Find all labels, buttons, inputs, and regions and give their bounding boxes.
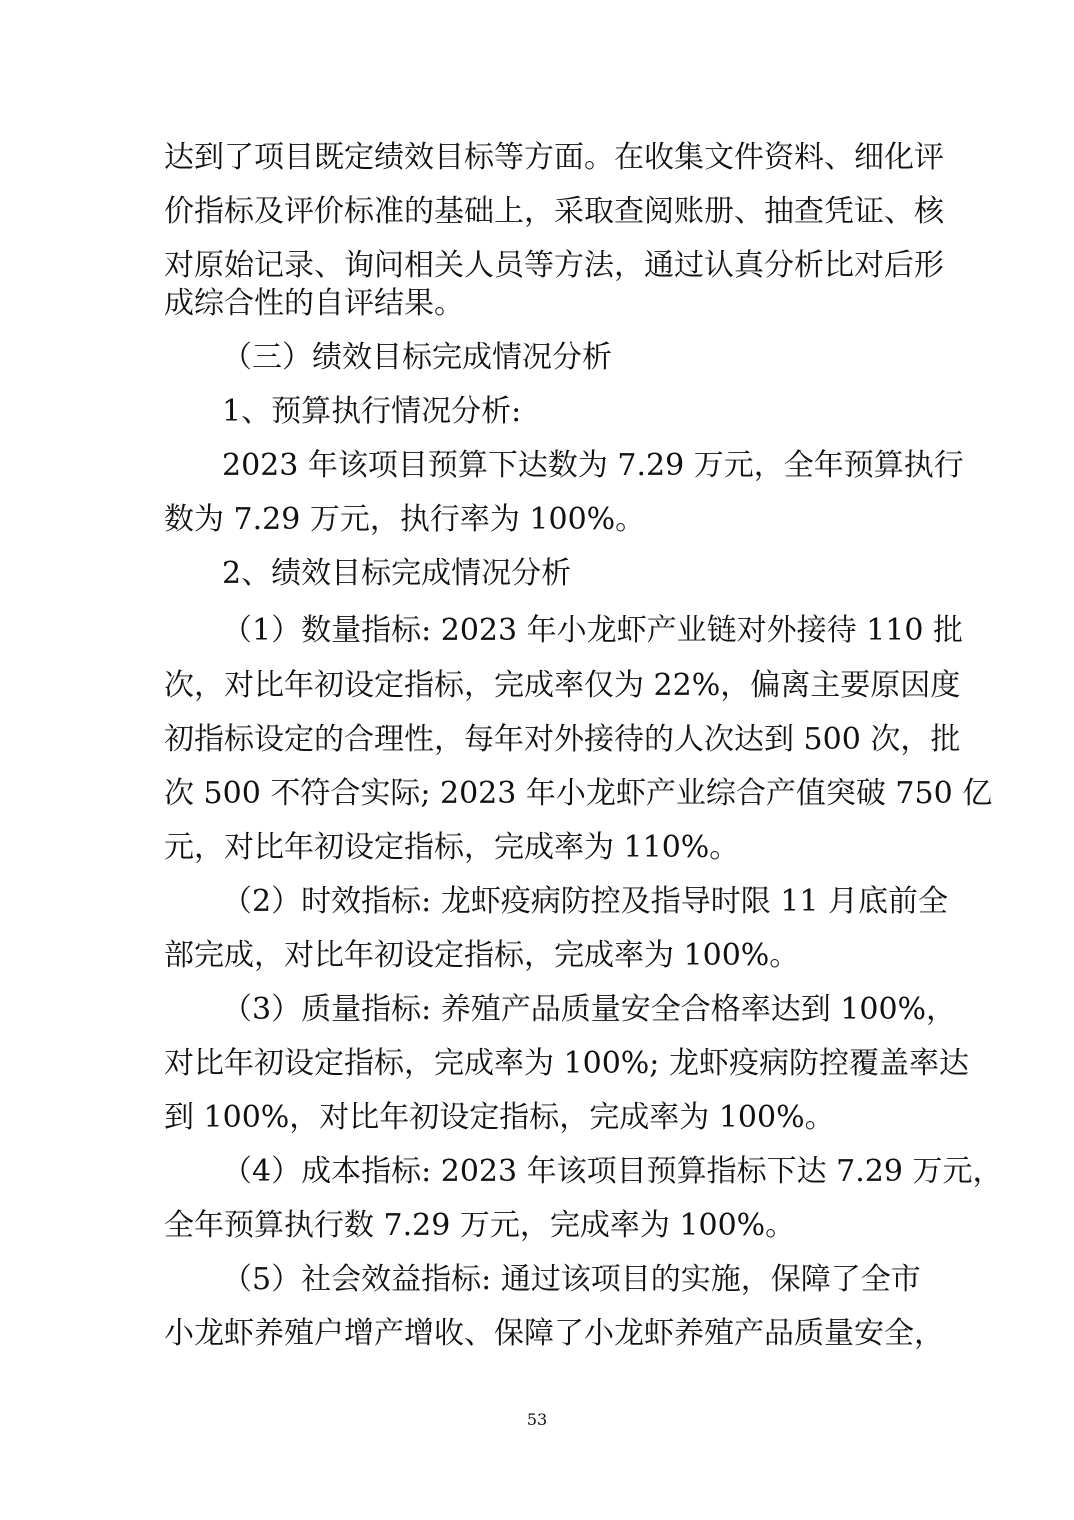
paragraph-line: （4）成本指标: 2023 年该项目预算指标下达 7.29 万元，: [222, 1154, 1003, 1189]
paragraph-line: 价指标及评价标准的基础上，采取查阅账册、抽查凭证、核: [164, 194, 944, 229]
paragraph-line: （2）时效指标: 龙虾疫病防控及指导时限 11 月底前全: [222, 884, 948, 919]
paragraph-line: 到 100%，对比年初设定指标，完成率为 100%。: [164, 1100, 835, 1135]
paragraph-line: 次，对比年初设定指标，完成率仅为 22%，偏离主要原因度: [164, 668, 961, 703]
subsection-heading: 1、预算执行情况分析:: [222, 394, 522, 429]
paragraph-line: 数为 7.29 万元，执行率为 100%。: [164, 502, 646, 537]
paragraph-line: 对原始记录、询问相关人员等方法，通过认真分析比对后形: [164, 248, 944, 283]
paragraph-line: 达到了项目既定绩效目标等方面。在收集文件资料、细化评: [164, 140, 944, 175]
paragraph-line: 初指标设定的合理性，每年对外接待的人次达到 500 次，批: [164, 722, 961, 757]
paragraph-line: 小龙虾养殖户增产增收、保障了小龙虾养殖产品质量安全，: [164, 1316, 944, 1351]
paragraph-line: 成综合性的自评结果。: [164, 286, 464, 321]
subsection-heading: 2、绩效目标完成情况分析: [222, 556, 572, 591]
paragraph-line: 部完成，对比年初设定指标，完成率为 100%。: [164, 938, 800, 973]
paragraph-line: （5）社会效益指标: 通过该项目的实施，保障了全市: [222, 1262, 921, 1297]
paragraph-line: （1）数量指标: 2023 年小龙虾产业链对外接待 110 批: [222, 613, 963, 648]
paragraph-line: 对比年初设定指标，完成率为 100%; 龙虾疫病防控覆盖率达: [164, 1046, 969, 1081]
paragraph-line: 元，对比年初设定指标，完成率为 110%。: [164, 830, 740, 865]
page-number: 53: [526, 1410, 548, 1429]
paragraph-line: 2023 年该项目预算下达数为 7.29 万元，全年预算执行: [222, 448, 964, 483]
paragraph-line: 次 500 不符合实际; 2023 年小龙虾产业综合产值突破 750 亿: [164, 776, 993, 811]
paragraph-line: （3）质量指标: 养殖产品质量安全合格率达到 100%，: [222, 992, 957, 1027]
paragraph-line: 全年预算执行数 7.29 万元，完成率为 100%。: [164, 1208, 796, 1243]
section-heading: （三）绩效目标完成情况分析: [222, 340, 612, 375]
